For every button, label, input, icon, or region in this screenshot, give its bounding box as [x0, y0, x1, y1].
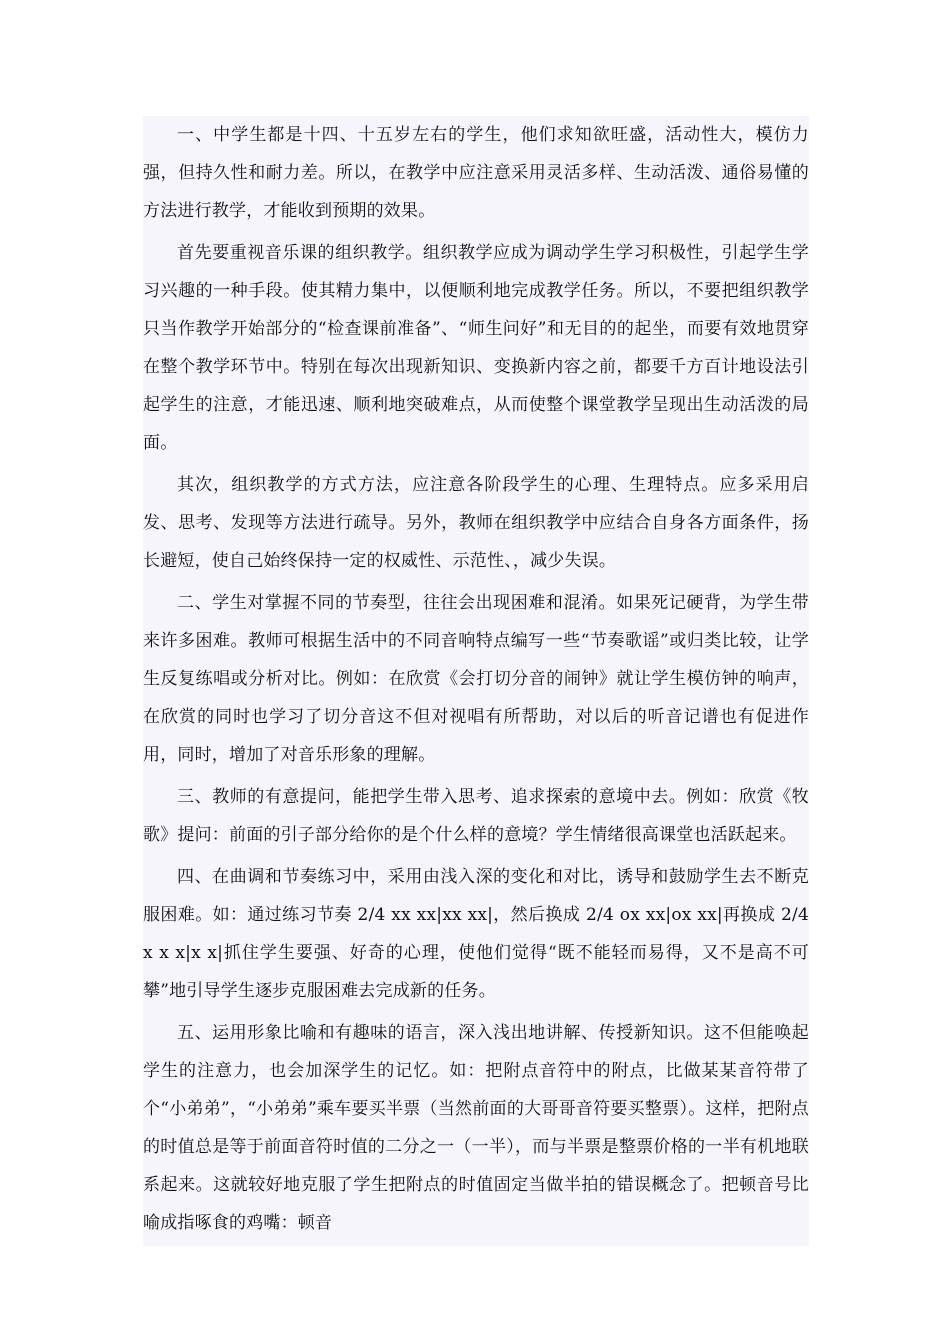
- paragraph-2: 首先要重视音乐课的组织教学。组织教学应成为调动学生学习积极性，引起学生学习兴趣的一种手段。使其精力集中，以便顺利地完成教学任务。所以，不要把组织教学只当作教学开始部分的“检查课前准备”、“师生问好”和无目的的起坐，而要有效地贯穿在整个教学环节中。特别在每次出现新知识、变换新内容之前，都要千方百计地设法引起学生的注意，才能迅速、顺利地突破难点，从而使整个课堂教学呈现出生动活泼的局面。: [143, 243, 809, 453]
- paragraph-1: 一、中学生都是十四、十五岁左右的学生，他们求知欲旺盛，活动性大，模仿力强，但持久性和耐力差。所以，在教学中应注意采用灵活多样、生动活泼、通俗易懂的方法进行教学，才能收到预期的效果。: [143, 125, 809, 221]
- document-body: [143, 116, 809, 1246]
- paragraph-4: 二、学生对掌握不同的节奏型，往往会出现困难和混淆。如果死记硬背，为学生带来许多困难。教师可根据生活中的不同音响特点编写一些“节奏歌谣”或归类比较，让学生反复练唱或分析对比。例如：在欣赏《会打切分音的闹钟》就让学生模仿钟的响声，在欣赏的同时也学习了切分音这不但对视唱有所帮助，对以后的听音记谱也有促进作用，同时，增加了对音乐形象的理解。: [143, 593, 809, 765]
- paragraph-5: 三、教师的有意提问，能把学生带入思考、追求探索的意境中去。例如：欣赏《牧歌》提问：前面的引子部分给你的是个什么样的意境？学生情绪很高课堂也活跃起来。: [143, 787, 809, 845]
- paragraph-3: 其次，组织教学的方式方法，应注意各阶段学生的心理、生理特点。应多采用启发、思考、发现等方法进行疏导。另外，教师在组织教学中应结合自身各方面条件，扬长避短，使自己始终保持一定的权威性、示范性、，减少失误。: [143, 475, 809, 571]
- paragraph-6: 四、在曲调和节奏练习中，采用由浅入深的变化和对比，诱导和鼓励学生去不断克服困难。如：通过练习节奏 2/4 xx xx|xx xx|，然后换成 2/4 ox xx|ox xx|再换成 2/4 x x x|x x|抓住学生要强、好奇的心理，使他们觉得“既不能轻而易得，又不是高不可攀”地引导学生逐步克服困难去完成新的任务。: [143, 867, 809, 1001]
- paragraph-7: 五、运用形象比喻和有趣味的语言，深入浅出地讲解、传授新知识。这不但能唤起学生的注意力，也会加深学生的记忆。如：把附点音符中的附点，比做某某音符带了个“小弟弟”，“小弟弟”乘车要买半票（当然前面的大哥哥音符要买整票）。这样，把附点的时值总是等于前面音符时值的二分之一（一半），而与半票是整票价格的一半有机地联系起来。这就较好地克服了学生把附点的时值固定当做半拍的错误概念了。把顿音号比喻成指啄食的鸡嘴：顿音: [143, 1023, 809, 1233]
